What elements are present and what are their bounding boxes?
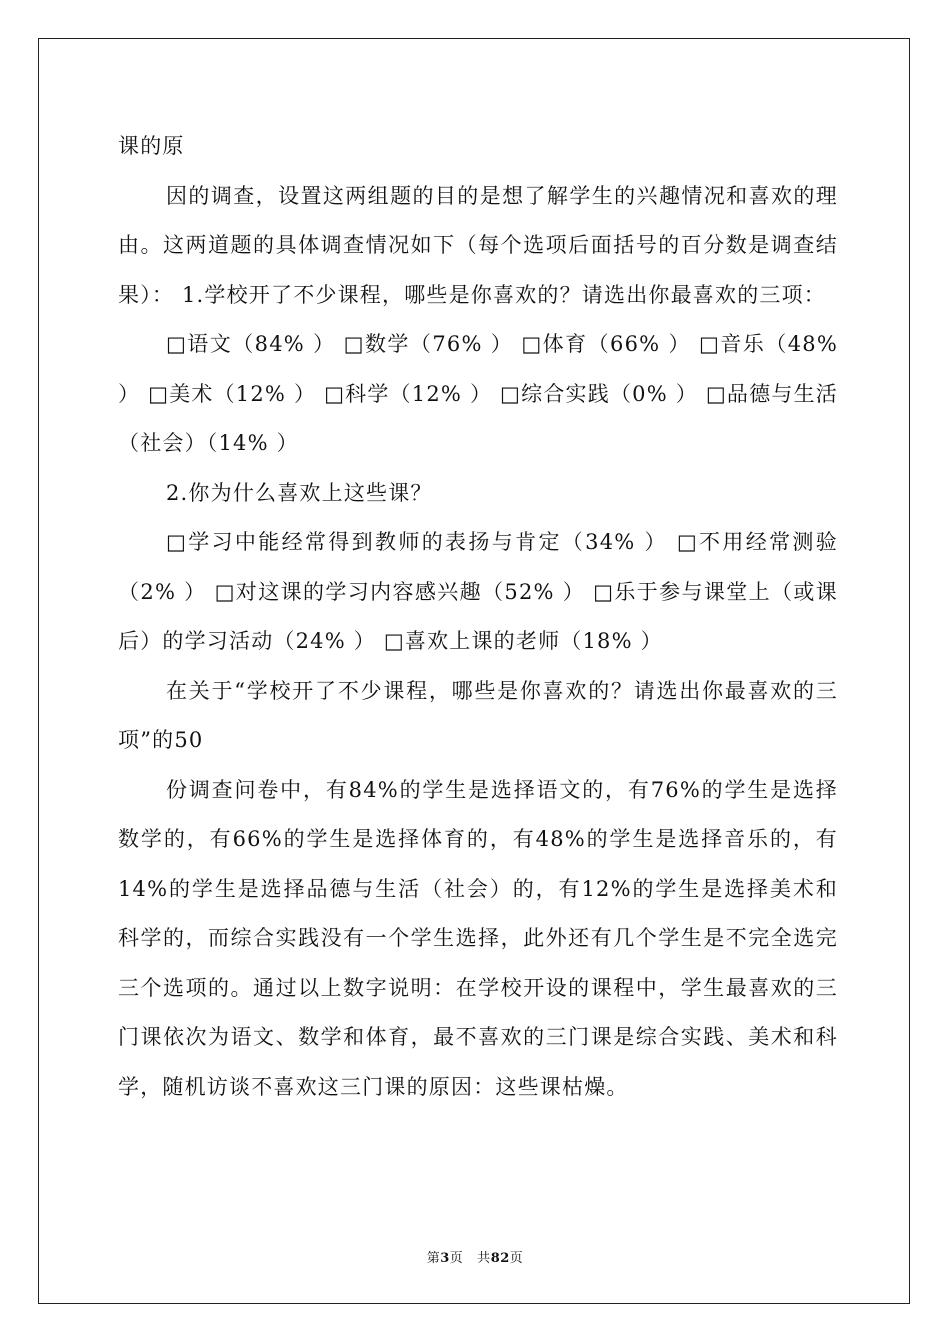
survey-question-1-options: □语文（84% ） □数学（76% ） □体育（66% ） □音乐（48% ） □美术（12% ） □科学（12% ） □综合实践（0% ） □品德与生活（社会）（14% ） [118,332,838,455]
total-prefix: 共 [477,1251,491,1266]
page-suffix: 页 [449,1251,464,1266]
survey-question-2-options: □学习中能经常得到教师的表扬与肯定（34% ） □不用经常测验（2% ） □对这课的学习内容感兴趣（52% ） □乐于参与课堂上（或课后）的学习活动（24% ） □喜欢上课的老师（18% ） [118,530,838,653]
document-body [118,122,838,1112]
page-footer [0,1247,950,1266]
paragraph-1: 课的原 [118,134,185,158]
total-pages: 82 [490,1251,510,1266]
paragraph-7: 份调查问卷中，有84%的学生是选择语文的，有76%的学生是选择数学的，有66%的学生是选择体育的，有48%的学生是选择音乐的，有14%的学生是选择品德与生活（社会）的，有12%的学生是选择美术和科学的，而综合实践没有一个学生选择，此外还有几个学生是不完全选完三个选项的。通过以上数字说明：在学校开设的课程中，学生最喜欢的三门课依次为语文、数学和体育，最不喜欢的三门课是综合实践、美术和科学，随机访谈不喜欢这三门课的原因：这些课枯燥。 [118,777,838,1099]
survey-question-2: 2.你为什么喜欢上这些课？ [166,480,433,505]
paragraph-2: 因的调查，设置这两组题的目的是想了解学生的兴趣情况和喜欢的理由。这两道题的具体调查情况如下（每个选项后面括号的百分数是调查结果）： 1.学校开了不少课程，哪些是你喜欢的？请选出你最喜欢的三项： [118,183,838,307]
page-prefix: 第 [426,1251,441,1266]
paragraph-6: 在关于“学校开了不少课程，哪些是你喜欢的？请选出你最喜欢的三项”的50 [118,678,838,752]
total-suffix: 页 [509,1251,524,1266]
page-number: 3 [440,1251,450,1266]
